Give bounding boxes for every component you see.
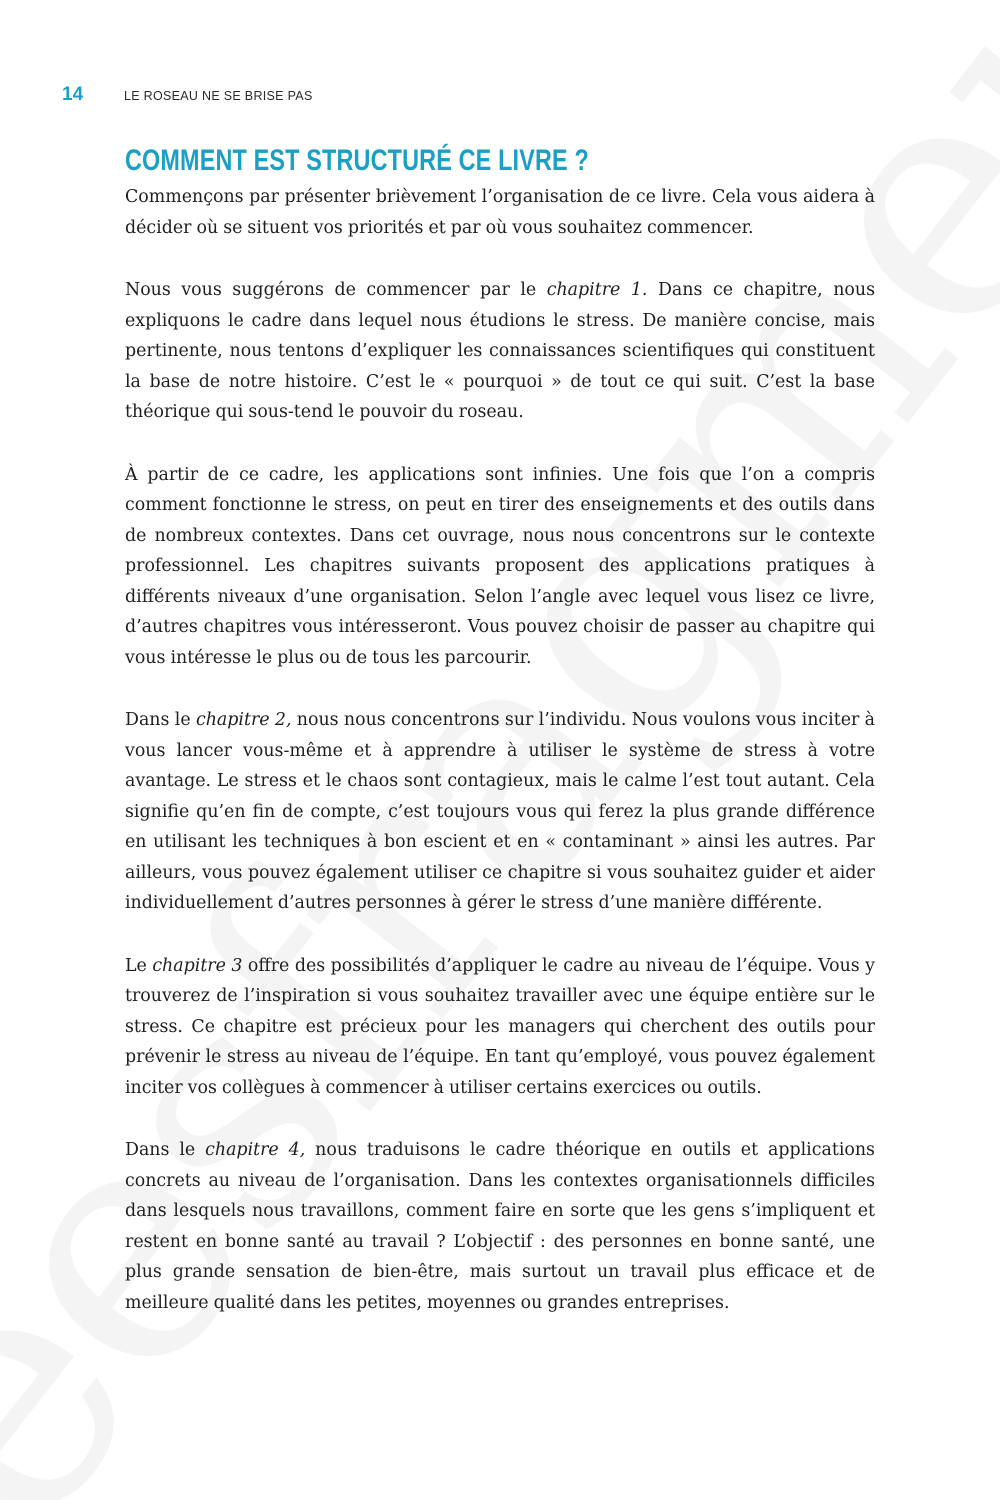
paragraph-text-after: Dans ce chapitre, nous expliquons le cadre dans lequel nous étudions le stress. De manière concise, mais pertinente, nous tentons d’expliquer les connaissances scientifiques qui constituent la base de notre histoire. C’est le « pourquoi » de tout ce qui suit. C’est la base théorique qui sous-tend le pouvoir du roseau. bbox=[125, 280, 875, 422]
paragraph-text-after: nous nous concentrons sur l’individu. Nous voulons vous inciter à vous lancer vous-même et à apprendre à utiliser le système de stress à votre avantage. Le stress et le chaos sont contagieux, mais le calme l’est tout autant. Cela signifie qu’en fin de compte, c’est toujours vous qui ferez la plus grande différence en utilisant les techniques à bon escient et en « contaminant » ainsi les autres. Par ailleurs, vous pouvez également utiliser ce chapitre si vous souhaitez guider et aider individuellement d’autres personnes à gérer le stress d’une manière différente. bbox=[125, 710, 875, 913]
chapter-3-reference: chapitre 3 bbox=[152, 955, 243, 976]
page-number: 14 bbox=[62, 84, 84, 105]
paragraph-text-after: offre des possibilités d’appliquer le cadre au niveau de l’équipe. Vous y trouverez de l’inspiration si vous souhaitez travailler avec une équipe entière sur le stress. Ce chapitre est précieux pour les managers qui cherchent des outils pour prévenir le stress au niveau de l’équipe. En tant qu’employé, vous pouvez également inciter vos collègues à commencer à utiliser certains exercices ou outils. bbox=[125, 955, 875, 1098]
chapter-2-reference: chapitre 2, bbox=[195, 710, 292, 730]
paragraph-chapter-1 bbox=[125, 275, 875, 428]
paragraph-text-before: Le bbox=[125, 955, 153, 976]
paragraph-text-before: Nous vous suggérons de commencer par le bbox=[125, 280, 547, 300]
running-title: LE ROSEAU NE SE BRISE PAS bbox=[124, 89, 313, 103]
paragraph-chapter-3 bbox=[125, 951, 875, 1104]
paragraph-text-after: nous traduisons le cadre théorique en outils et applications concrets au niveau de l’organisation. Dans les contextes organisationnels difficiles dans lesquels nous travaillons, comment faire en sorte que les gens s’impliquent et restent en bonne santé au travail ? L’objectif : des personnes en bonne santé, une plus grande sensation de bien-être, mais surtout un travail plus efficace et de meilleure qualité dans les petites, moyennes ou grandes entreprises. bbox=[125, 1140, 875, 1313]
page-content bbox=[125, 142, 875, 1350]
paragraph-chapter-4 bbox=[125, 1135, 875, 1318]
chapter-4-reference: chapitre 4, bbox=[205, 1140, 306, 1160]
paragraph-intro bbox=[125, 182, 875, 243]
paragraph-text-before: Dans le bbox=[125, 710, 196, 730]
chapter-1-reference: chapitre 1. bbox=[546, 280, 648, 300]
paragraph-text: Commençons par présenter brièvement l’organisation de ce livre. Cela vous aidera à décider où se situent vos priorités et par où vous souhaitez commencer. bbox=[125, 187, 875, 238]
paragraph-applications bbox=[125, 460, 875, 674]
section-heading: COMMENT EST STRUCTURÉ CE LIVRE ? bbox=[125, 144, 589, 177]
paragraph-text-before: Dans le bbox=[125, 1140, 206, 1160]
paragraph-chapter-2 bbox=[125, 705, 875, 919]
page-header bbox=[62, 84, 313, 108]
paragraph-text: À partir de ce cadre, les applications sont infinies. Une fois que l’on a compris comment fonctionne le stress, on peut en tirer des enseignements et des outils dans de nombreux contextes. Dans cet ouvrage, nous nous concentrons sur le contexte professionnel. Les chapitres suivants proposent des applications pratiques à différents niveaux d’une organisation. Selon l’angle avec lequel vous lisez ce livre, d’autres chapitres vous intéresseront. Vous pouvez choisir de passer au chapitre qui vous intéresse le plus ou de tous les parcourir. bbox=[125, 464, 875, 668]
